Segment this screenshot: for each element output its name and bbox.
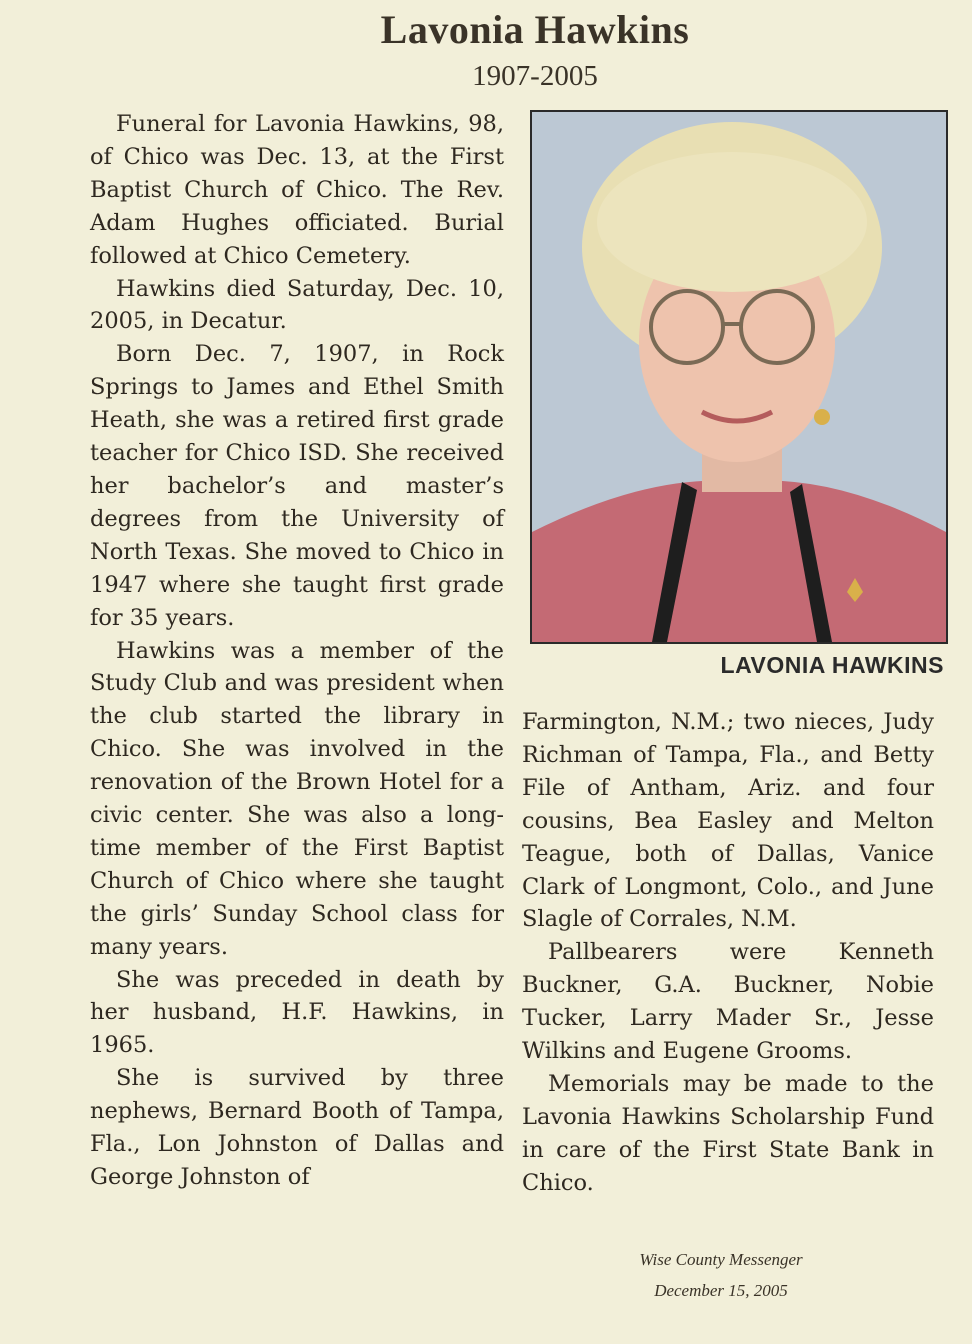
right-column (522, 706, 934, 1200)
death-paragraph: Hawkins died Saturday, Dec. 10, 2005, in Decatur. (90, 275, 504, 335)
memorials-paragraph: Memorials may be made to the Lavonia Hawkins Scholarship Fund in care of the First State Bank in Chico. (522, 1070, 934, 1196)
survivors-paragraph: She is survived by three nephews, Bernard Booth of Tampa, Fla., Lon Johnston of Dallas and George Johnston of (90, 1065, 504, 1190)
obituary-title: Lavonia Hawkins (380, 7, 690, 52)
survivors-continuation: Farmington, N.M.; two nieces, Judy Richman of Tampa, Fla., and Betty File of Antham, Ariz. and four cousins, Bea Easley and Melton Teague, both of Dallas, Vanice Clark of Longmont, Colo., and June Slagle of Corrales, N.M. (522, 709, 934, 933)
portrait-illustration (532, 112, 946, 642)
portrait-photo (530, 110, 948, 644)
publication-date: December 15, 2005 (654, 1281, 788, 1300)
life-years: 1907-2005 (472, 60, 598, 92)
publication-name: Wise County Messenger (639, 1250, 803, 1269)
community-paragraph: Hawkins was a member of the Study Club and was president when the club started the library in Chico. She was involved in the renovation of the Brown Hotel for a civic center. She was also a long-time member of the First Baptist Church of Chico where she taught the girls’ Sunday School class for many years. (90, 637, 504, 960)
pallbearers-paragraph: Pallbearers were Kenneth Buckner, G.A. Buckner, Nobie Tucker, Larry Mader Sr., Jesse Wilkins and Eugene Grooms. (522, 939, 934, 1065)
left-column (90, 108, 504, 1194)
funeral-paragraph: Funeral for Lavonia Hawkins, 98, of Chico was Dec. 13, at the First Baptist Church of Chico. The Rev. Adam Hughes officiated. Burial followed at Chico Cemetery. (90, 111, 504, 269)
biography-paragraph: Born Dec. 7, 1907, in Rock Springs to James and Ethel Smith Heath, she was a retired first grade teacher for Chico ISD. She received her bachelor’s and master’s degrees from the University of North Texas. She moved to Chico in 1947 where she taught first grade for 35 years. (90, 341, 504, 631)
preceded-paragraph: She was preceded in death by her husband, H.F. Hawkins, in 1965. (90, 966, 504, 1059)
photo-caption: LAVONIA HAWKINS (720, 652, 944, 678)
